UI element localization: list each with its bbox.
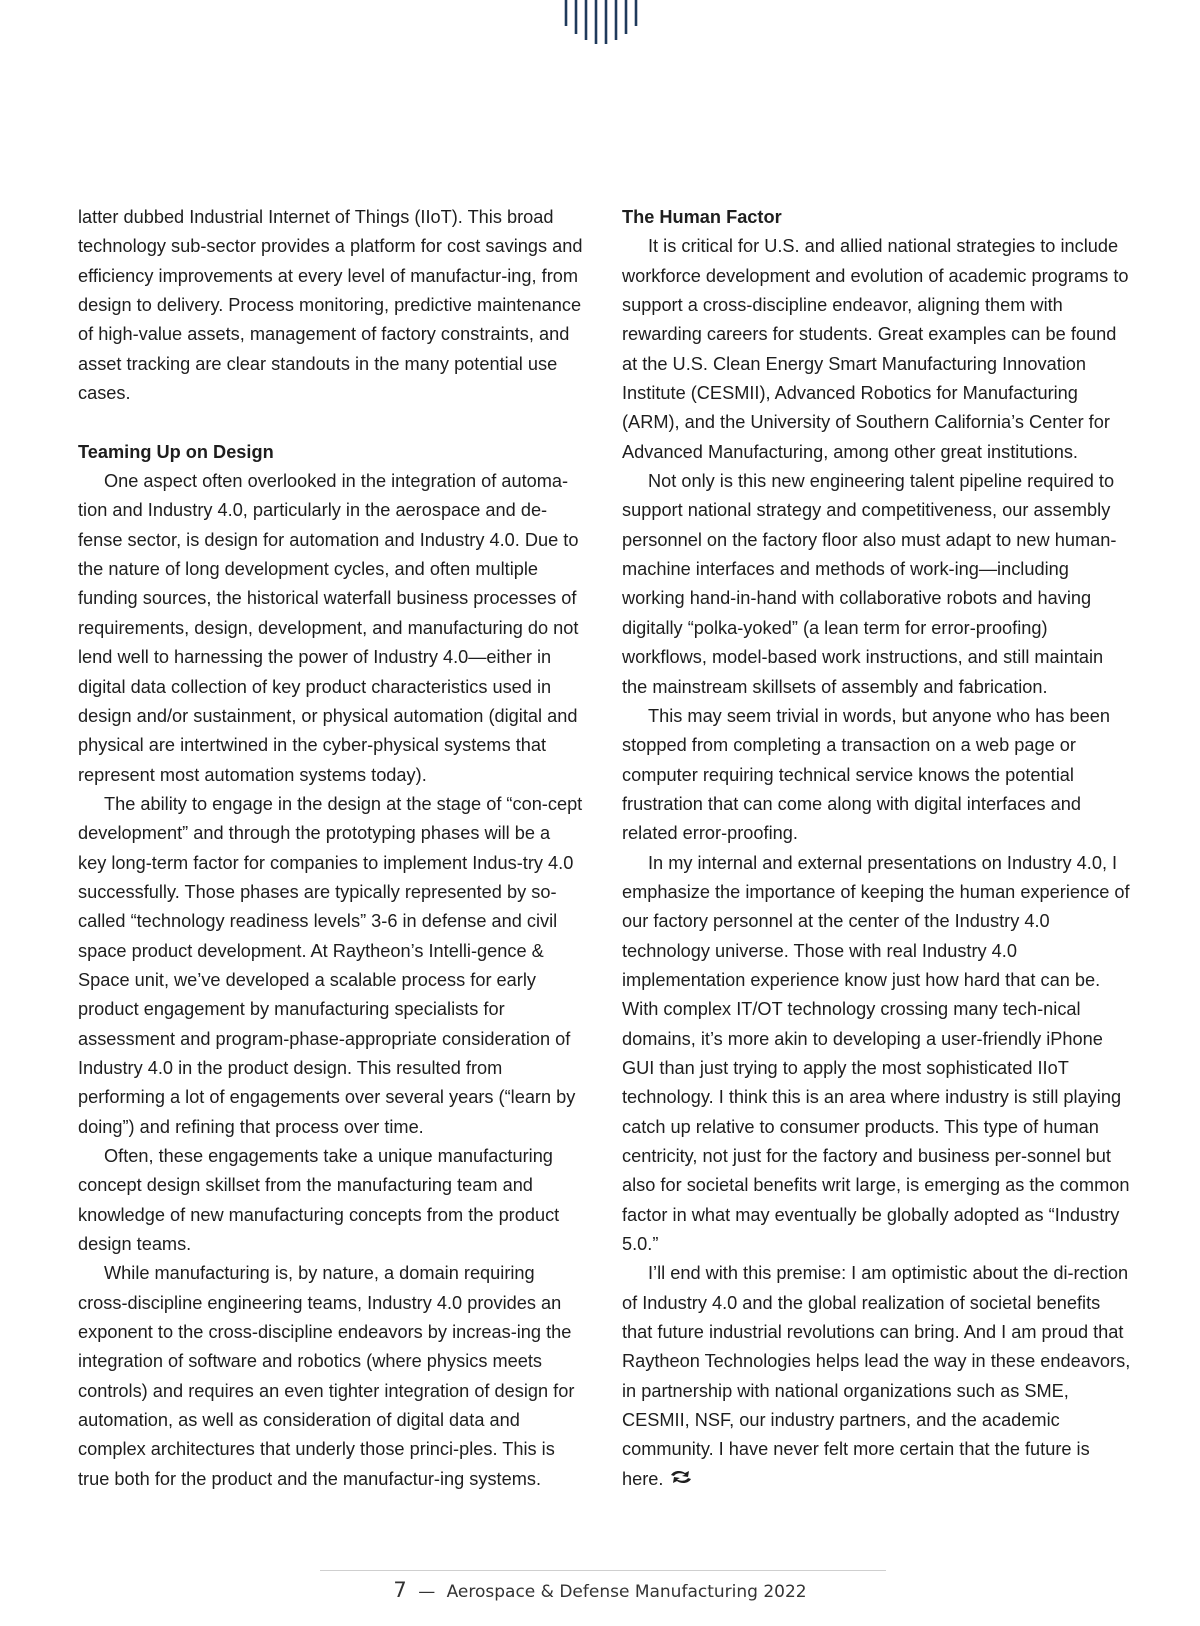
section-heading-teaming-up: Teaming Up on Design: [78, 441, 274, 462]
body-paragraph: Often, these engagements take a unique manufacturing concept design skillset from the manufacturing team and knowledge of new manufacturing concepts from the product design teams.: [78, 1146, 560, 1255]
closing-text: I’ll end with this premise: I am optimistic about the di-rection of Industry 4.0 and the global realization of societal benefits that future industrial revolutions can bring. And I am proud that Raytheon Technologies helps lead the way in these endeavors, in partnership with national organizations such as SME, CESMII, NSF, our industry partners, and the academic community. I have never felt more certain that the future is here.: [622, 1263, 1131, 1489]
body-paragraph: In my internal and external presentations on Industry 4.0, I emphasize the importance of keeping the human experience of our factory personnel at the center of the Industry 4.0 technology universe. Those with real Industry 4.0 implementation experience know just how hard that can be. With complex IT/OT technology crossing many tech-nical domains, it’s more akin to developing a user-friendly iPhone GUI than just trying to apply the most sophisticated IIoT technology. I think this is an area where industry is still playing catch up relative to consumer products. This type of human centricity, not just for the factory and business per-sonnel but also for societal benefits writ large, is emerging as the common factor in what may eventually be globally adopted as “Industry 5.0.”: [622, 852, 1130, 1255]
section-heading-human-factor: The Human Factor: [622, 207, 782, 227]
publication-title: Aerospace & Defense Manufacturing 2022: [446, 1582, 807, 1602]
intro-paragraph: latter dubbed Industrial Internet of Things (IIoT). This broad technology sub-sector provides a platform for cost savings and efficiency improvements at every level of manufactur-ing, from design to delivery. Process monitoring, predictive maintenance of high-value assets, management of factory constraints, and asset tracking are clear standouts in the many potential use cases.: [78, 207, 583, 404]
page-number: 7: [393, 1578, 407, 1602]
left-column: [78, 203, 583, 1494]
end-of-article-icon: [669, 1469, 693, 1485]
page-footer: [0, 1578, 1200, 1602]
body-paragraph: This may seem trivial in words, but anyone who has been stopped from completing a transaction on a web page or computer requiring technical service knows the potential frustration that can come along with digital interfaces and related error-proofing.: [622, 705, 1110, 844]
body-paragraph: While manufacturing is, by nature, a domain requiring cross-discipline engineering teams, Industry 4.0 provides an exponent to the cross-discipline endeavors by increas-ing the integration of software and robotics (where physics meets controls) and requires an even tighter integration of design for automation, as well as consideration of digital data and complex architectures that underly those princi-ples. This is true both for the product and the manufactur-ing systems.: [78, 1263, 575, 1489]
body-paragraph: Not only is this new engineering talent pipeline required to support national strategy and competitiveness, our assembly personnel on the factory floor also must adapt to new human-machine interfaces and methods of work-ing—including working hand-in-hand with collaborative robots and having digitally “polka-yoked” (a lean term for error-proofing) workflows, model-based work instructions, and still maintain the mainstream skillsets of assembly and fabrication.: [622, 471, 1117, 697]
right-column: [622, 203, 1132, 1494]
section-spacer: [78, 408, 583, 437]
footer-divider: [320, 1570, 886, 1571]
top-stripes-decoration: [562, 0, 642, 48]
body-paragraph: One aspect often overlooked in the integration of automa-tion and Industry 4.0, particularly in the aerospace and de-fense sector, is design for automation and Industry 4.0. Due to the nature of long development cycles, and often multiple funding sources, the historical waterfall business processes of requirements, design, development, and manufacturing do not lend well to harnessing the power of Industry 4.0—either in digital data collection of key product characteristics used in design and/or sustainment, or physical automation (digital and physical are intertwined in the cyber-physical systems that represent most automation systems today).: [78, 471, 579, 785]
body-paragraph: It is critical for U.S. and allied national strategies to include workforce development and evolution of academic programs to support a cross-discipline endeavor, aligning them with rewarding careers for students. Great examples can be found at the U.S. Clean Energy Smart Manufacturing Innovation Institute (CESMII), Advanced Robotics for Manufacturing (ARM), and the University of Southern California’s Center for Advanced Manufacturing, among other great institutions.: [622, 236, 1129, 462]
body-paragraph: The ability to engage in the design at the stage of “con-cept development” and through the prototyping phases will be a key long-term factor for companies to implement Indus-try 4.0 successfully. Those phases are typically represented by so-called “technology readiness levels” 3-6 in defense and civil space product development. At Raytheon’s Intelli-gence & Space unit, we’ve developed a scalable process for early product engagement by manufacturing specialists for assessment and program-phase-appropriate consideration of Industry 4.0 in the product design. This resulted from performing a lot of engagements over several years (“learn by doing”) and refining that process over time.: [78, 793, 583, 1137]
closing-paragraph: [622, 1259, 1132, 1494]
footer-separator: —: [418, 1582, 436, 1602]
